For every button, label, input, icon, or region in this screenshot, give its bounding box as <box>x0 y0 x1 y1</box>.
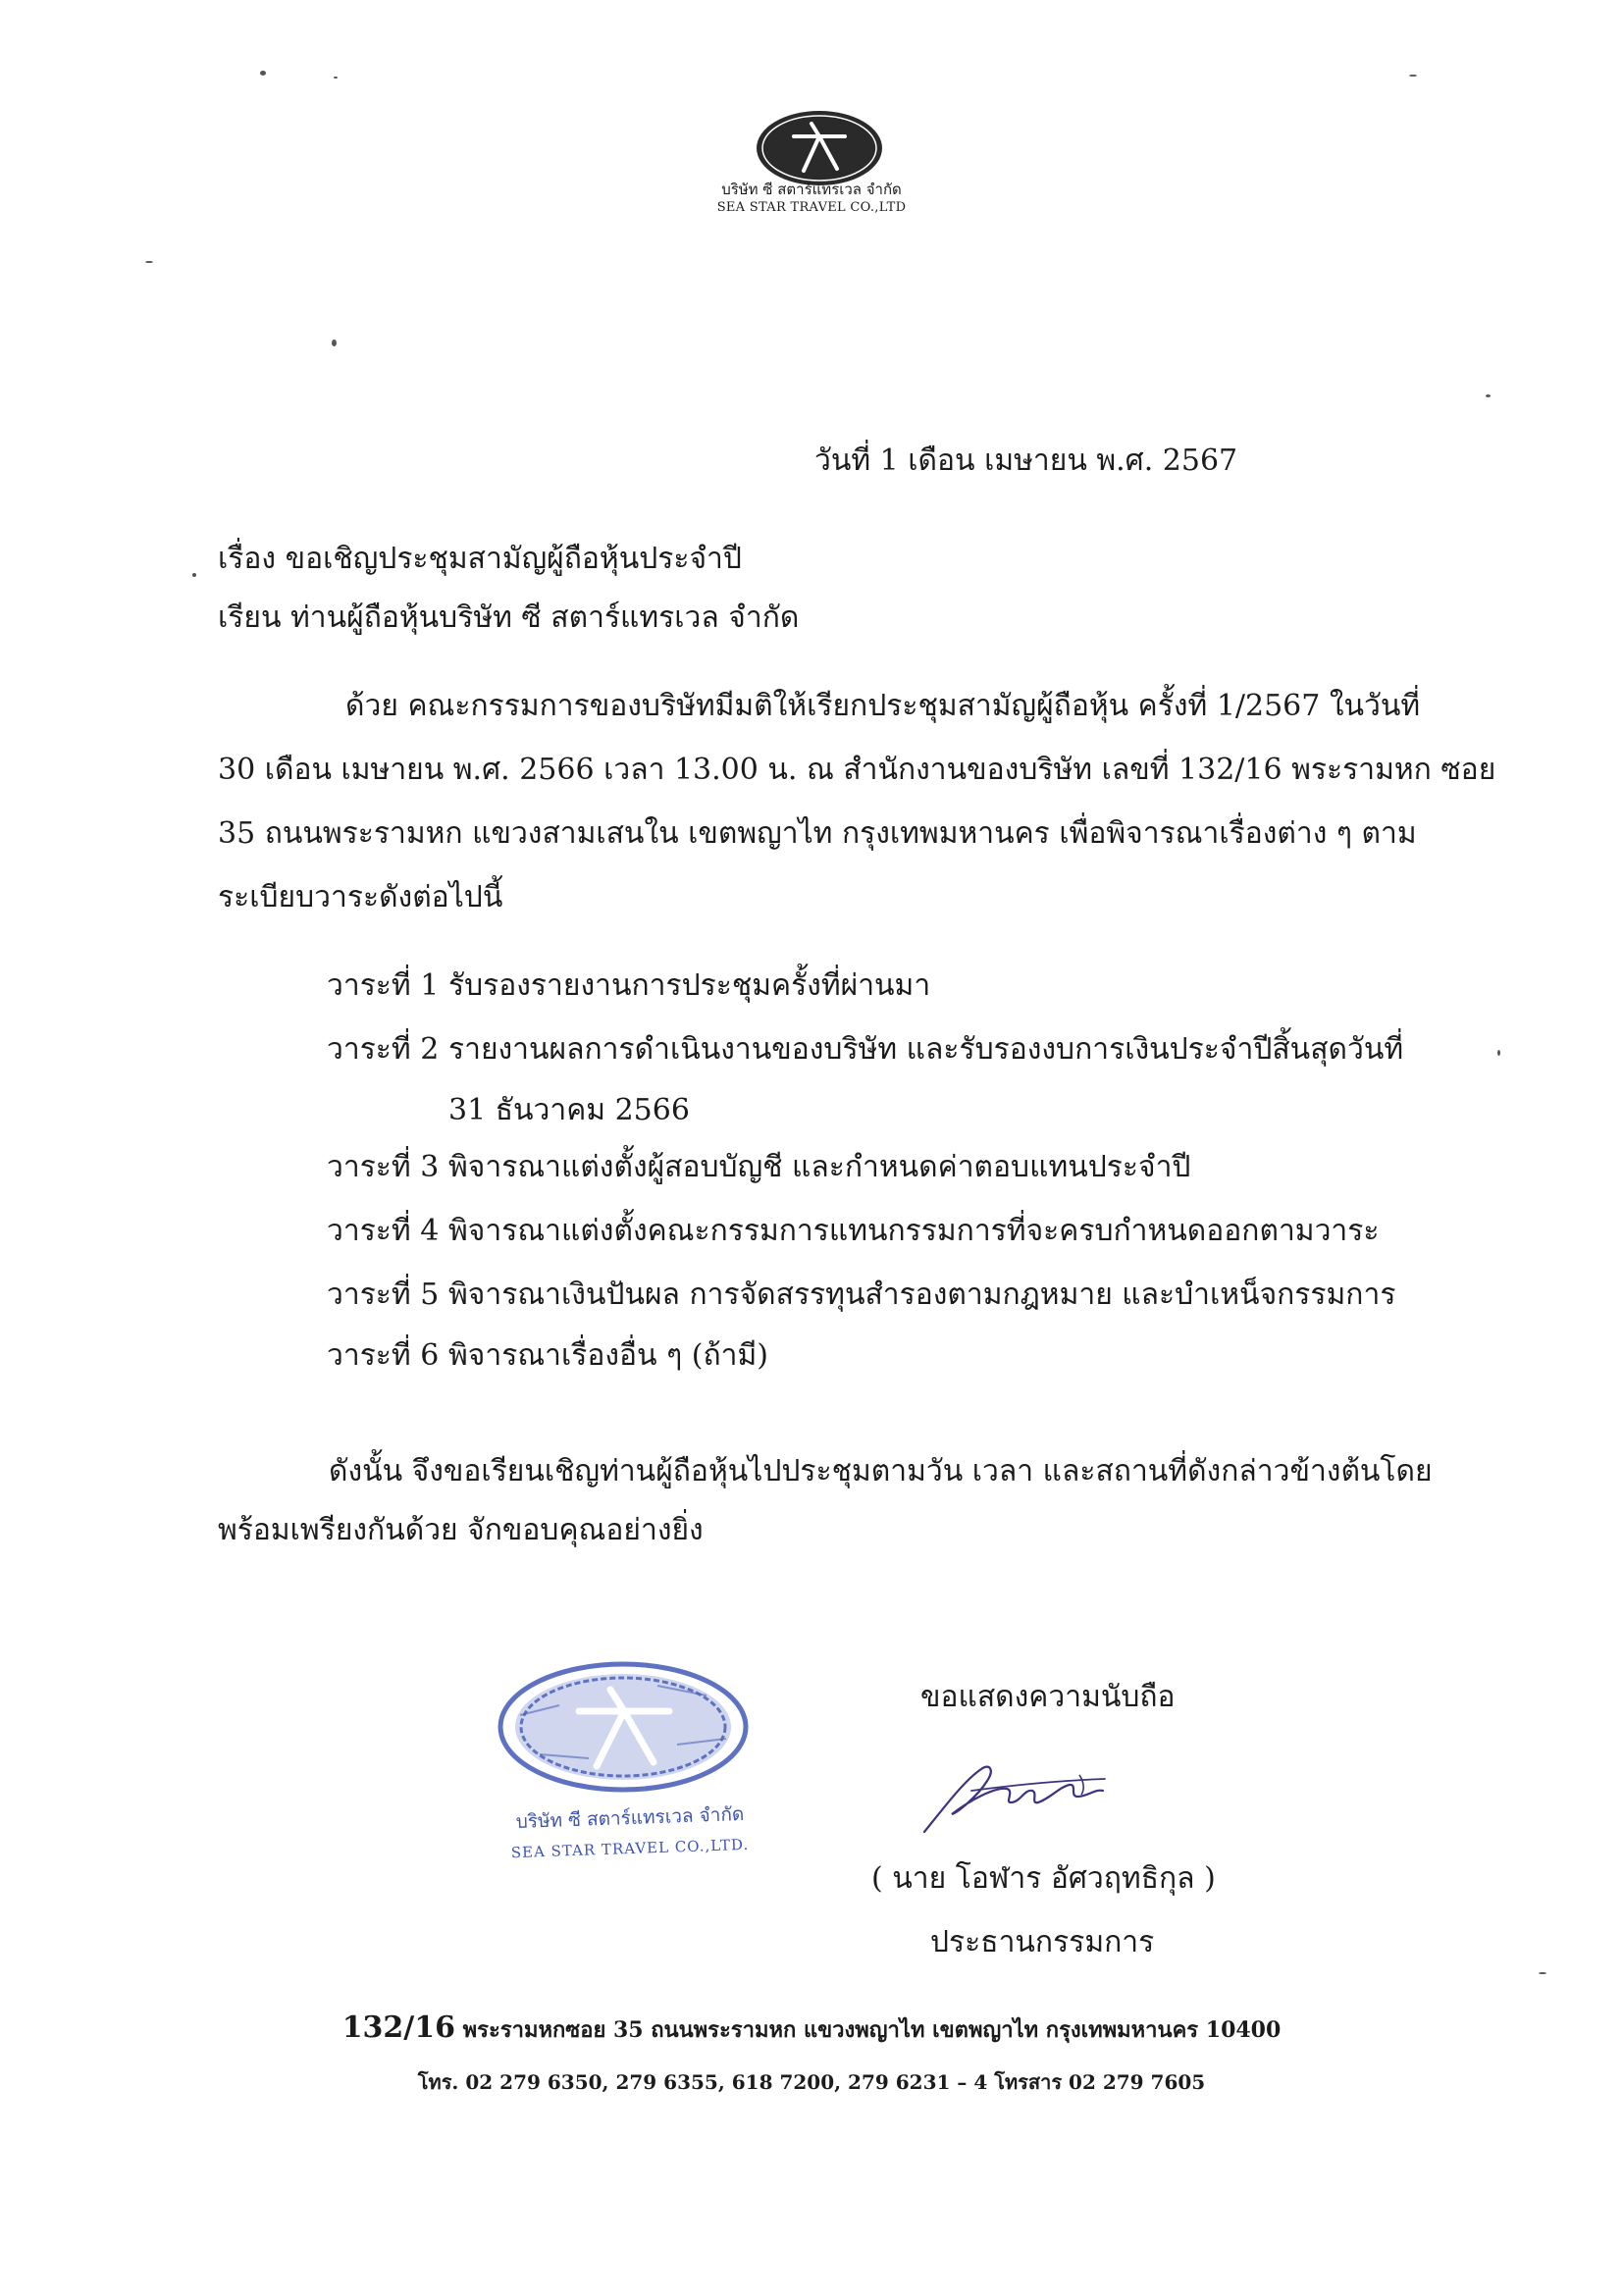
signer-name: ( นาย โอฬาร อัศวฤทธิกุล ) <box>871 1861 1216 1896</box>
paragraph-line: 35 ถนนพระรามหก แขวงสามเสนใน เขตพญาไท กรุงเทพมหานคร เพื่อพิจารณาเรื่องต่าง ๆ ตาม <box>218 816 1417 851</box>
handwritten-signature-icon <box>913 1751 1109 1845</box>
agenda-number: วาระที่ 3 <box>327 1150 440 1184</box>
agenda-text: พิจารณาแต่งตั้งผู้สอบบัญชี และกำหนดค่าตอบแทนประจำปี <box>448 1150 1191 1184</box>
agenda-number: วาระที่ 2 <box>327 1032 440 1067</box>
closing-line: พร้อมเพรียงกันด้วย จักขอบคุณอย่างยิ่ง <box>218 1513 704 1547</box>
agenda-number: วาระที่ 5 <box>327 1278 440 1312</box>
scan-speck <box>1539 1972 1546 1974</box>
closing-line: ดังนั้น จึงขอเรียนเชิญท่านผู้ถือหุ้นไปประชุมตามวัน เวลา และสถานที่ดังกล่าวข้างต้นโดย <box>329 1454 1433 1488</box>
agenda-text: พิจารณาเรื่องอื่น ๆ (ถ้ามี) <box>448 1338 768 1373</box>
scan-speck <box>332 339 337 346</box>
paragraph-line: ด้วย คณะกรรมการของบริษัทมีมติให้เรียกประชุมสามัญผู้ถือหุ้น ครั้งที่ 1/2567 ในวันที่ <box>345 689 1421 723</box>
agenda-text: รายงานผลการดำเนินงานของบริษัท และรับรองงบการเงินประจำปีสิ้นสุดวันที่ <box>448 1032 1404 1067</box>
paragraph-line: 30 เดือน เมษายน พ.ศ. 2566 เวลา 13.00 น. ณ สำนักงานของบริษัท เลขที่ 132/16 พระรามหก ซอย <box>218 753 1496 787</box>
signer-title: ประธานกรรมการ <box>930 1925 1155 1959</box>
stamp-company-english: SEA STAR TRAVEL CO.,LTD. <box>510 1835 750 1862</box>
agenda-text: พิจารณาแต่งตั้งคณะกรรมการแทนกรรมการที่จะครบกำหนดออกตามวาระ <box>448 1214 1380 1248</box>
scan-speck <box>145 261 153 263</box>
footer-address-number: 132/16 <box>341 2010 456 2045</box>
footer-phone: โทร. 02 279 6350, 279 6355, 618 7200, 279 6231 – 4 โทรสาร 02 279 7605 <box>417 2070 1206 2094</box>
scan-speck <box>260 71 266 76</box>
paragraph-line: ระเบียบวาระดังต่อไปนี้ <box>218 880 503 914</box>
scan-speck <box>1497 1050 1500 1056</box>
company-name-thai: บริษัท ซี สตาร์แทรเวล จำกัด <box>721 181 902 198</box>
scan-speck <box>334 77 338 78</box>
agenda-number: วาระที่ 1 <box>327 968 440 1003</box>
agenda-number: วาระที่ 4 <box>327 1214 440 1248</box>
agenda-text: รับรองรายงานการประชุมครั้งที่ผ่านมา <box>448 968 931 1003</box>
scan-speck <box>1486 394 1491 397</box>
agenda-text-continuation: 31 ธันวาคม 2566 <box>448 1093 690 1127</box>
complimentary-close: ขอแสดงความนับถือ <box>920 1680 1176 1714</box>
letter-recipient: เรียน ท่านผู้ถือหุ้นบริษัท ซี สตาร์แทรเวล จำกัด <box>218 600 800 635</box>
scan-speck <box>1409 75 1417 77</box>
footer-address-text: พระรามหกซอย 35 ถนนพระรามหก แขวงพญาไท เขตพญาไท กรุงเทพมหานคร 10400 <box>455 2017 1282 2043</box>
company-name-english: SEA STAR TRAVEL CO.,LTD <box>716 200 907 215</box>
star-oval-logo-icon <box>753 106 886 190</box>
agenda-text: พิจารณาเงินปันผล การจัดสรรทุนสำรองตามกฎหมาย และบำเหน็จกรรมการ <box>448 1278 1396 1312</box>
letter-date: วันที่ 1 เดือน เมษายน พ.ศ. 2567 <box>814 444 1238 478</box>
stamp-company-thai: บริษัท ซี สตาร์แทรเวล จำกัด <box>515 1802 745 1834</box>
letter-subject: เรื่อง ขอเชิญประชุมสามัญผู้ถือหุ้นประจำปี <box>218 542 742 576</box>
scan-speck <box>192 573 196 577</box>
footer-address <box>0 2010 1623 2045</box>
agenda-number: วาระที่ 6 <box>327 1338 440 1373</box>
